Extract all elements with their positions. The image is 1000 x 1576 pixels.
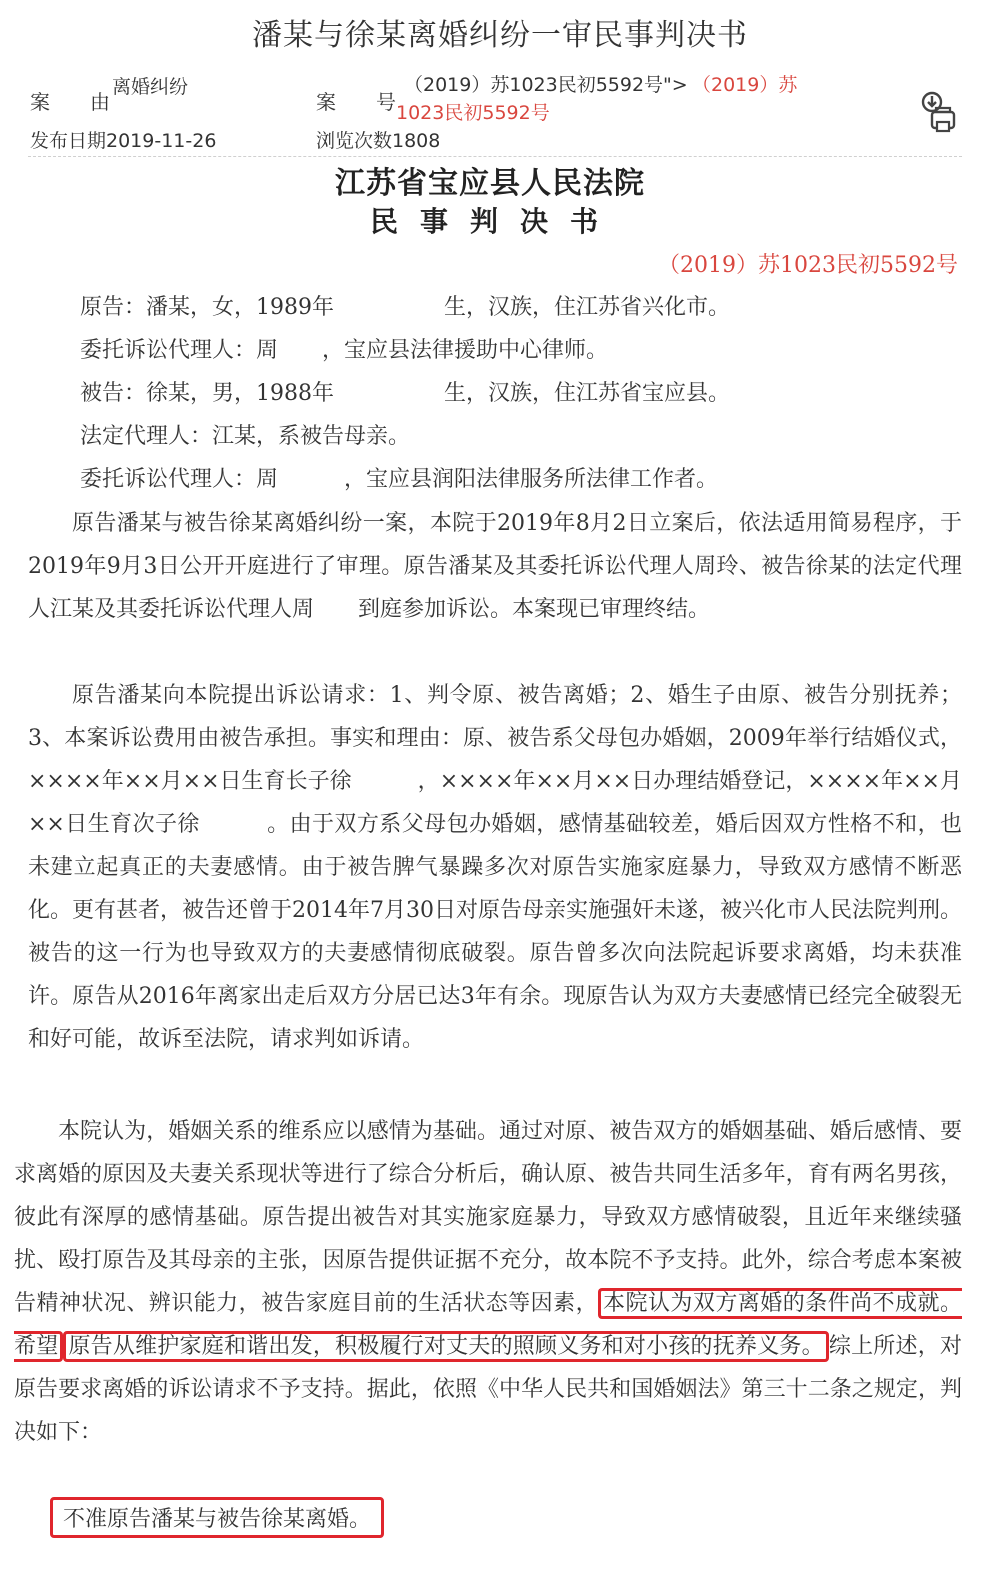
party-plaintiff-agent: 委托诉讼代理人：周 ，宝应县法律援助中心律师。 <box>80 338 609 363</box>
party-plaintiff: 原告：潘某，女，1989年 生，汉族，住江苏省兴化市。 <box>80 295 730 320</box>
case-number-label: 案 号 <box>316 90 396 114</box>
case-number-link-part1[interactable]: （2019）苏 <box>692 74 798 96</box>
party-defendant-agent: 委托诉讼代理人：周 ，宝应县润阳法律服务所法律工作者。 <box>80 467 719 492</box>
party-defendant: 被告：徐某，男，1988年 生，汉族，住江苏省宝应县。 <box>80 381 730 406</box>
document-title: 潘某与徐某离婚纠纷一审民事判决书 <box>252 18 748 53</box>
court-name: 江苏省宝应县人民法院 <box>335 166 645 201</box>
paragraph-procedure: 原告潘某与被告徐某离婚纠纷一案，本院于2019年8月2日立案后，依法适用简易程序，于2019年9月3日公开开庭进行了审理。原告潘某及其委托诉讼代理人周玲、被告徐某的法定代理人江某及其委托诉讼代理人周 到庭参加诉讼。本案现已审理终结。 <box>28 511 962 622</box>
print-download-icon[interactable] <box>918 90 962 136</box>
paragraph-court-opinion <box>14 1110 962 1454</box>
cause-label: 案 由 <box>30 90 110 114</box>
ruling-highlight: 不准原告潘某与被告徐某离婚。 <box>50 1497 384 1538</box>
highlight-box-2: 原告从维护家庭和谐出发，积极履行对丈夫的照顾义务和对小孩的抚养义务。 <box>63 1331 828 1362</box>
opinion-text-a: 本院认为，婚姻关系的维系应以感情为基础。通过对原、被告双方的婚姻基础、婚后感情、要求离婚的原因及夫妻关系现状等进行了综合分析后，确认原、被告共同生活多年，育有两名男孩，彼此有深厚的感情基础。原告提出被告对其实施家庭暴力，导致双方感情破裂，且近年来继续骚扰、殴打原告及其母亲的主张，因原告提供证据不充分，故本院不予支持。此外，综合考虑本案被告精神状况、辨识能力，被告家庭目前的生活状态等因素， <box>14 1119 962 1316</box>
case-number-raw: （2019）苏1023民初5592号"> <box>404 74 688 96</box>
cause-value: 离婚纠纷 <box>112 76 189 98</box>
case-number-link-part2[interactable]: 1023民初5592号 <box>396 102 550 124</box>
paragraph-claims: 原告潘某向本院提出诉讼请求：1、判令原、被告离婚；2、婚生子由原、被告分别抚养；3、本案诉讼费用由被告承担。事实和理由：原、被告系父母包办婚姻，2009年举行结婚仪式，××××年××月××日生育长子徐 ，××××年××月××日办理结婚登记，××××年××月××日生育次子徐 。由于双方系父母包办婚姻，感情基础较差，婚后因双方性格不和，也未建立起真正的夫妻感情。由于被告脾气暴躁多次对原告实施家庭暴力，导致双方感情不断恶化。更有甚者，被告还曾于2014年7月30日对原告母亲实施强奸未遂，被兴化市人民法院判刑。被告的这一行为也导致双方的夫妻感情彻底破裂。原告曾多次向法院起诉要求离婚，均未获准许。原告从2016年离家出走后双方分居已达3年有余。现原告认为双方夫妻感情已经完全破裂无和好可能，故诉至法院，请求判如诉请。 <box>28 683 962 1052</box>
party-legal-representative: 法定代理人：江某，系被告母亲。 <box>80 424 411 449</box>
highlight-box-1: 本院认为双方离婚的条件尚不成就。希望 <box>14 1288 962 1362</box>
case-number: （2019）苏1023民初5592号 <box>658 253 958 278</box>
header-divider <box>28 156 962 157</box>
view-count: 浏览次数1808 <box>316 130 441 152</box>
publish-date: 发布日期2019-11-26 <box>30 130 217 152</box>
opinion-text-b: 综上所述，对原告要求离婚的诉讼请求不予支持。据此，依照《中华人民共和国婚姻法》第三十二条之规定，判决如下： <box>14 1334 962 1445</box>
document-type: 民事判决书 <box>369 205 620 238</box>
print-download-icon-graphic <box>918 90 962 136</box>
